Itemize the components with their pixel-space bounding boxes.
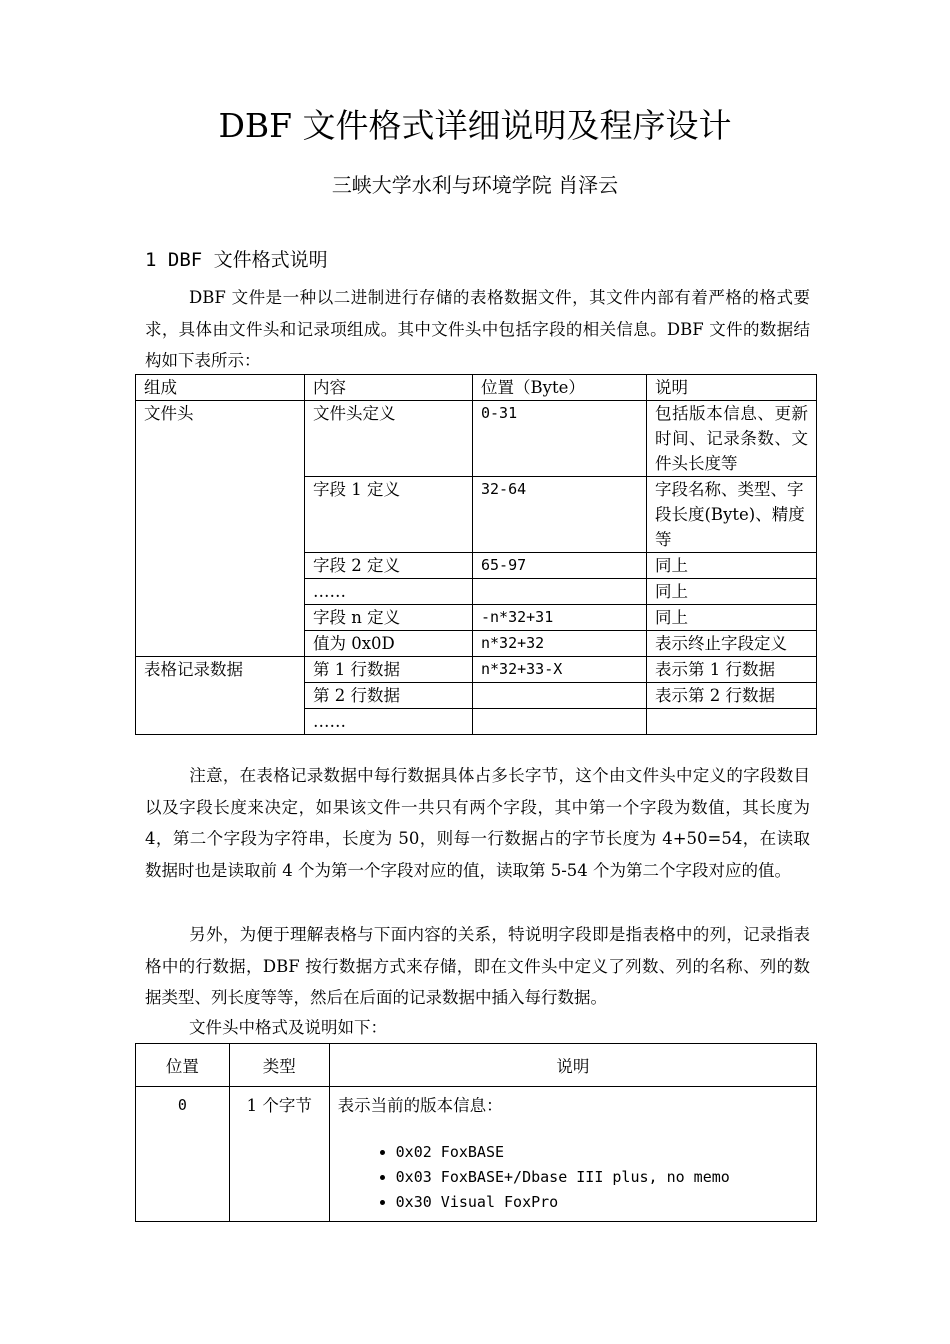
note-paragraph-1 (145, 760, 810, 886)
table2-caption: 文件头中格式及说明如下： (189, 1018, 387, 1037)
document-author: 三峡大学水利与环境学院 肖泽云 (331, 173, 619, 197)
section-heading: 1 DBF 文件格式说明 (145, 249, 328, 271)
table-cell: 第 1 行数据 (305, 657, 473, 683)
table-cell: 字段名称、类型、字段长度(Byte)、精度等 (647, 477, 817, 553)
structure-table (135, 374, 817, 735)
table-cell: 65-97 (473, 553, 647, 579)
list-item: • 0x02 FoxBASE (396, 1140, 808, 1165)
intro-text: DBF 文件是一种以二进制进行存储的表格数据文件，其文件内部有着严格的格式要求，具体由文件头和记录项组成。其中文件头中包括字段的相关信息。DBF 文件的数据结构如下表所示： (145, 288, 810, 370)
description-cell (329, 1087, 816, 1222)
table-cell: 同上 (647, 553, 817, 579)
header-cell: 位置（Byte） (473, 375, 647, 401)
group-cell-records: 表格记录数据 (136, 657, 305, 735)
table-cell: n*32+32 (473, 631, 647, 657)
table-cell: -n*32+31 (473, 605, 647, 631)
group-cell-header: 文件头 (136, 401, 305, 657)
header-cell: 类型 (229, 1044, 329, 1087)
header-cell: 组成 (136, 375, 305, 401)
note-text: 另外，为便于理解表格与下面内容的关系，特说明字段即是指表格中的列，记录指表格中的行数据，DBF 按行数据方式来存储，即在文件头中定义了列数、列的名称、列的数据类型、列长度等等，然后在后面的记录数据中插入每行数据。 (145, 925, 810, 1007)
table-cell: 字段 n 定义 (305, 605, 473, 631)
table-cell: 包括版本信息、更新时间、记录条数、文件头长度等 (647, 401, 817, 477)
table-cell: 字段 1 定义 (305, 477, 473, 553)
table-cell: 1 个字节 (229, 1087, 329, 1222)
document-title: DBF 文件格式详细说明及程序设计 (218, 106, 732, 145)
table-cell: 0 (136, 1087, 230, 1222)
header-cell: 位置 (136, 1044, 230, 1087)
table-cell: n*32+33-X (473, 657, 647, 683)
header-cell: 内容 (305, 375, 473, 401)
table-cell (473, 683, 647, 709)
note-paragraph-2 (145, 919, 810, 1014)
version-list (338, 1140, 808, 1215)
table-cell: 表示第 2 行数据 (647, 683, 817, 709)
note-text: 注意，在表格记录数据中每行数据具体占多长字节，这个由文件头中定义的字段数目以及字段长度来决定，如果该文件一共只有两个字段，其中第一个字段为数值，其长度为 4，第二个字段为字符串，长度为 50，则每一行数据占的字节长度为 4+50=54，在读取数据时也是读取前 4 个为第一个字段对应的值，读取第 5-54 个为第二个字段对应的值。 (145, 766, 810, 880)
table-cell: 32-64 (473, 477, 647, 553)
table-row (136, 1087, 817, 1222)
table-cell (473, 709, 647, 735)
table-cell: 表示第 1 行数据 (647, 657, 817, 683)
table-cell: 第 2 行数据 (305, 683, 473, 709)
table-row (136, 401, 817, 477)
table-cell (473, 579, 647, 605)
table-cell: 表示终止字段定义 (647, 631, 817, 657)
table-cell: 同上 (647, 605, 817, 631)
table-cell: 同上 (647, 579, 817, 605)
list-item: • 0x03 FoxBASE+/Dbase III plus, no memo (396, 1165, 808, 1190)
header-cell: 说明 (329, 1044, 816, 1087)
table-cell: 字段 2 定义 (305, 553, 473, 579)
table-cell: 值为 0x0D (305, 631, 473, 657)
table-cell: …… (305, 579, 473, 605)
table-cell: 0-31 (473, 401, 647, 477)
table-cell (647, 709, 817, 735)
description-text: 表示当前的版本信息： (337, 1096, 503, 1115)
table-row (136, 657, 817, 683)
table-header-row (136, 375, 817, 401)
header-cell: 说明 (647, 375, 817, 401)
list-item: • 0x30 Visual FoxPro (396, 1190, 808, 1215)
table-header-row (136, 1044, 817, 1087)
table-cell: 文件头定义 (305, 401, 473, 477)
intro-paragraph (145, 282, 810, 377)
header-format-table (135, 1043, 817, 1222)
table-cell: …… (305, 709, 473, 735)
